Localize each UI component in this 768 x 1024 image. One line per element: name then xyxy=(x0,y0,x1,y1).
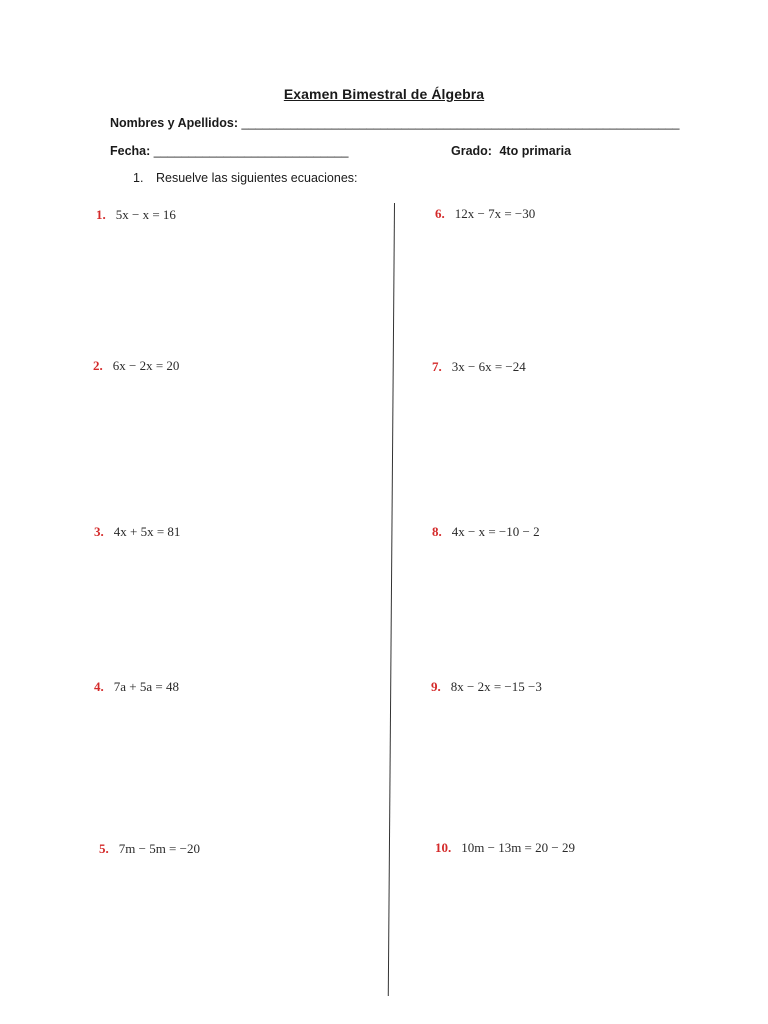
name-label: Nombres y Apellidos: xyxy=(110,116,239,130)
column-divider xyxy=(388,203,395,996)
equation-text: 10m − 13m = 20 − 29 xyxy=(461,840,575,855)
date-label: Fecha: xyxy=(110,144,151,158)
equation-number: 10. xyxy=(435,840,452,855)
name-field xyxy=(110,116,680,130)
equation-text: 6x − 2x = 20 xyxy=(112,358,180,373)
equation-number: 8. xyxy=(432,524,442,539)
equation-number: 1. xyxy=(96,207,106,222)
name-blank: _______________________________________________________________ xyxy=(241,116,680,130)
equation-4 xyxy=(94,679,179,695)
equation-text: 7a + 5a = 48 xyxy=(113,679,179,694)
grade-label: Grado: xyxy=(451,144,492,158)
instruction-number: 1. xyxy=(133,171,144,185)
equation-text: 4x + 5x = 81 xyxy=(113,524,181,539)
equation-number: 7. xyxy=(432,359,442,374)
equation-number: 5. xyxy=(99,841,109,856)
equation-8 xyxy=(432,524,540,540)
grade-value: 4to primaria xyxy=(499,144,572,158)
equation-number: 4. xyxy=(94,679,104,694)
equation-text: 4x − x = −10 − 2 xyxy=(451,524,540,539)
equation-number: 6. xyxy=(435,206,445,221)
equation-number: 9. xyxy=(431,679,441,694)
equation-3 xyxy=(94,524,180,540)
instruction xyxy=(133,171,358,185)
equation-text: 12x − 7x = −30 xyxy=(454,206,536,221)
instruction-text: Resuelve las siguientes ecuaciones: xyxy=(156,171,358,185)
equation-text: 3x − 6x = −24 xyxy=(451,359,526,374)
equation-text: 7m − 5m = −20 xyxy=(118,841,200,856)
date-field xyxy=(110,144,348,158)
equation-2 xyxy=(93,358,179,374)
equation-10 xyxy=(435,840,575,856)
equation-5 xyxy=(99,841,200,857)
equation-number: 2. xyxy=(93,358,103,373)
equation-number: 3. xyxy=(94,524,104,539)
equation-text: 8x − 2x = −15 −3 xyxy=(450,679,542,694)
equation-1 xyxy=(96,207,176,223)
equation-9 xyxy=(431,679,542,695)
exam-title: Examen Bimestral de Álgebra xyxy=(283,86,485,102)
equation-7 xyxy=(432,359,526,375)
date-blank: ____________________________ xyxy=(153,144,349,158)
grade-field xyxy=(451,144,571,158)
equation-text: 5x − x = 16 xyxy=(115,207,176,222)
equation-6 xyxy=(435,206,535,222)
